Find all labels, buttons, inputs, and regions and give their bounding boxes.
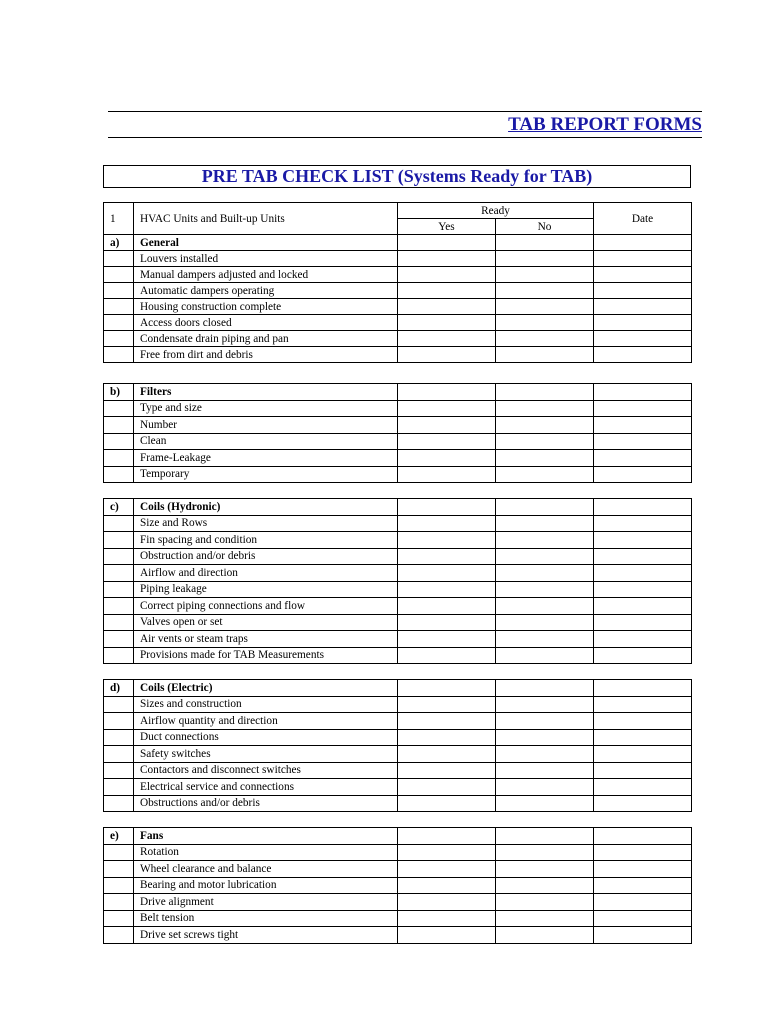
no-cell[interactable]	[496, 466, 594, 483]
yes-cell[interactable]	[398, 283, 496, 299]
no-cell[interactable]	[496, 614, 594, 631]
item-code-cell	[104, 450, 134, 467]
no-cell[interactable]	[496, 713, 594, 730]
date-column-header: Date	[594, 203, 692, 235]
no-cell[interactable]	[496, 384, 594, 401]
no-cell[interactable]	[496, 861, 594, 878]
item-code-cell	[104, 581, 134, 598]
checklist-heading: HVAC Units and Built-up Units	[134, 203, 398, 235]
yes-cell[interactable]	[398, 347, 496, 363]
checklist-item-row	[104, 910, 692, 927]
yes-cell[interactable]	[398, 828, 496, 845]
date-cell[interactable]	[594, 450, 692, 467]
checklist-item-row	[104, 565, 692, 582]
yes-cell[interactable]	[398, 384, 496, 401]
item-code-cell	[104, 299, 134, 315]
no-cell[interactable]	[496, 910, 594, 927]
date-cell[interactable]	[594, 729, 692, 746]
no-cell[interactable]	[496, 779, 594, 796]
no-cell[interactable]	[496, 828, 594, 845]
date-cell[interactable]	[594, 251, 692, 267]
yes-cell[interactable]	[398, 927, 496, 944]
no-cell[interactable]	[496, 267, 594, 283]
date-cell[interactable]	[594, 894, 692, 911]
no-cell[interactable]	[496, 283, 594, 299]
checklist-item-row	[104, 844, 692, 861]
no-cell[interactable]	[496, 499, 594, 516]
checklist-item-label: Free from dirt and debris	[134, 347, 398, 363]
yes-cell[interactable]	[398, 894, 496, 911]
yes-cell[interactable]	[398, 235, 496, 251]
checklist-item-row	[104, 861, 692, 878]
date-cell[interactable]	[594, 696, 692, 713]
date-cell[interactable]	[594, 581, 692, 598]
checklist-item-row	[104, 779, 692, 796]
no-cell[interactable]	[496, 894, 594, 911]
header-rule-bottom	[108, 137, 702, 138]
yes-cell[interactable]	[398, 581, 496, 598]
yes-cell[interactable]	[398, 400, 496, 417]
no-cell[interactable]	[496, 795, 594, 812]
checklist-item-row	[104, 299, 692, 315]
checklist-section-table-c	[103, 498, 692, 664]
date-cell[interactable]	[594, 331, 692, 347]
date-cell[interactable]	[594, 598, 692, 615]
checklist-item-row	[104, 647, 692, 664]
checklist-item-label: Fin spacing and condition	[134, 532, 398, 549]
yes-cell[interactable]	[398, 762, 496, 779]
checklist-item-label: Louvers installed	[134, 251, 398, 267]
yes-cell[interactable]	[398, 631, 496, 648]
date-cell[interactable]	[594, 347, 692, 363]
checklist-section-table-a	[103, 202, 692, 363]
item-code-cell	[104, 844, 134, 861]
yes-cell[interactable]	[398, 450, 496, 467]
yes-cell[interactable]	[398, 433, 496, 450]
item-code-cell	[104, 713, 134, 730]
checklist-item-label: Frame-Leakage	[134, 450, 398, 467]
yes-cell[interactable]	[398, 532, 496, 549]
section-code: d)	[104, 680, 134, 697]
section-title: Fans	[134, 828, 398, 845]
date-cell[interactable]	[594, 844, 692, 861]
section-header-row	[104, 499, 692, 516]
yes-cell[interactable]	[398, 331, 496, 347]
checklist-item-label: Airflow and direction	[134, 565, 398, 582]
no-cell[interactable]	[496, 315, 594, 331]
date-cell[interactable]	[594, 400, 692, 417]
section-code: c)	[104, 499, 134, 516]
section-header-row	[104, 828, 692, 845]
yes-cell[interactable]	[398, 713, 496, 730]
yes-cell[interactable]	[398, 877, 496, 894]
no-cell[interactable]	[496, 251, 594, 267]
checklist-item-label: Clean	[134, 433, 398, 450]
checklist-item-row	[104, 696, 692, 713]
no-cell[interactable]	[496, 400, 594, 417]
item-code-cell	[104, 598, 134, 615]
no-cell[interactable]	[496, 631, 594, 648]
checklist-item-label: Drive set screws tight	[134, 927, 398, 944]
date-cell[interactable]	[594, 565, 692, 582]
yes-cell[interactable]	[398, 299, 496, 315]
checklist-section-table-b	[103, 383, 692, 483]
yes-cell[interactable]	[398, 565, 496, 582]
section-title: General	[134, 235, 398, 251]
checklist-item-row	[104, 581, 692, 598]
yes-cell[interactable]	[398, 729, 496, 746]
date-cell[interactable]	[594, 235, 692, 251]
date-cell[interactable]	[594, 466, 692, 483]
no-cell[interactable]	[496, 844, 594, 861]
checklist-item-row	[104, 251, 692, 267]
no-cell[interactable]	[496, 235, 594, 251]
checklist-item-label: Number	[134, 417, 398, 434]
date-cell[interactable]	[594, 267, 692, 283]
item-code-cell	[104, 795, 134, 812]
checklist-item-label: Sizes and construction	[134, 696, 398, 713]
checklist-title: PRE TAB CHECK LIST (Systems Ready for TAB)	[103, 165, 691, 188]
no-cell[interactable]	[496, 877, 594, 894]
checklist-item-label: Manual dampers adjusted and locked	[134, 267, 398, 283]
no-cell[interactable]	[496, 331, 594, 347]
checklist-item-row	[104, 548, 692, 565]
checklist-item-label: Airflow quantity and direction	[134, 713, 398, 730]
checklist-item-row	[104, 347, 692, 363]
section-header-row	[104, 384, 692, 401]
date-cell[interactable]	[594, 877, 692, 894]
section-title: Filters	[134, 384, 398, 401]
no-cell[interactable]	[496, 347, 594, 363]
date-cell[interactable]	[594, 746, 692, 763]
item-code-cell	[104, 515, 134, 532]
yes-cell[interactable]	[398, 696, 496, 713]
no-column-header: No	[496, 219, 594, 235]
checklist-item-row	[104, 315, 692, 331]
no-cell[interactable]	[496, 762, 594, 779]
checklist-item-row	[104, 877, 692, 894]
section-code: a)	[104, 235, 134, 251]
no-cell[interactable]	[496, 647, 594, 664]
date-cell[interactable]	[594, 680, 692, 697]
no-cell[interactable]	[496, 565, 594, 582]
section-header-row	[104, 235, 692, 251]
item-code-cell	[104, 315, 134, 331]
checklist-section-table-d	[103, 679, 692, 812]
checklist-item-label: Contactors and disconnect switches	[134, 762, 398, 779]
yes-cell[interactable]	[398, 795, 496, 812]
item-code-cell	[104, 267, 134, 283]
yes-cell[interactable]	[398, 614, 496, 631]
date-cell[interactable]	[594, 417, 692, 434]
date-cell[interactable]	[594, 910, 692, 927]
section-code: e)	[104, 828, 134, 845]
date-cell[interactable]	[594, 614, 692, 631]
no-cell[interactable]	[496, 548, 594, 565]
yes-cell[interactable]	[398, 746, 496, 763]
checklist-item-row	[104, 417, 692, 434]
checklist-item-label: Electrical service and connections	[134, 779, 398, 796]
item-code-cell	[104, 910, 134, 927]
yes-cell[interactable]	[398, 267, 496, 283]
item-code-cell	[104, 894, 134, 911]
yes-cell[interactable]	[398, 515, 496, 532]
date-cell[interactable]	[594, 927, 692, 944]
date-cell[interactable]	[594, 631, 692, 648]
item-code-cell	[104, 696, 134, 713]
checklist-item-label: Duct connections	[134, 729, 398, 746]
checklist-item-row	[104, 532, 692, 549]
no-cell[interactable]	[496, 515, 594, 532]
date-cell[interactable]	[594, 647, 692, 664]
item-code-cell	[104, 400, 134, 417]
yes-cell[interactable]	[398, 598, 496, 615]
checklist-item-row	[104, 598, 692, 615]
item-code-cell	[104, 251, 134, 267]
checklist-item-row	[104, 795, 692, 812]
item-code-cell	[104, 347, 134, 363]
date-cell[interactable]	[594, 779, 692, 796]
no-cell[interactable]	[496, 680, 594, 697]
checklist-item-row	[104, 283, 692, 299]
checklist-item-label: Housing construction complete	[134, 299, 398, 315]
checklist-item-label: Size and Rows	[134, 515, 398, 532]
date-cell[interactable]	[594, 433, 692, 450]
date-cell[interactable]	[594, 499, 692, 516]
checklist-item-row	[104, 614, 692, 631]
item-code-cell	[104, 417, 134, 434]
yes-cell[interactable]	[398, 466, 496, 483]
item-code-cell	[104, 433, 134, 450]
yes-cell[interactable]	[398, 417, 496, 434]
column-header-row	[104, 203, 692, 219]
no-cell[interactable]	[496, 581, 594, 598]
item-code-cell	[104, 631, 134, 648]
checklist-item-row	[104, 433, 692, 450]
item-number: 1	[104, 203, 134, 235]
no-cell[interactable]	[496, 746, 594, 763]
date-cell[interactable]	[594, 762, 692, 779]
item-code-cell	[104, 779, 134, 796]
checklist-item-label: Piping leakage	[134, 581, 398, 598]
item-code-cell	[104, 331, 134, 347]
yes-cell[interactable]	[398, 647, 496, 664]
yes-cell[interactable]	[398, 861, 496, 878]
checklist-item-row	[104, 729, 692, 746]
checklist-item-row	[104, 466, 692, 483]
yes-cell[interactable]	[398, 499, 496, 516]
checklist-item-label: Access doors closed	[134, 315, 398, 331]
item-code-cell	[104, 729, 134, 746]
item-code-cell	[104, 548, 134, 565]
no-cell[interactable]	[496, 433, 594, 450]
checklist-item-label: Bearing and motor lubrication	[134, 877, 398, 894]
date-cell[interactable]	[594, 795, 692, 812]
item-code-cell	[104, 861, 134, 878]
yes-cell[interactable]	[398, 315, 496, 331]
date-cell[interactable]	[594, 515, 692, 532]
no-cell[interactable]	[496, 927, 594, 944]
item-code-cell	[104, 466, 134, 483]
checklist-item-row	[104, 746, 692, 763]
date-cell[interactable]	[594, 548, 692, 565]
item-code-cell	[104, 647, 134, 664]
no-cell[interactable]	[496, 532, 594, 549]
checklist-item-row	[104, 331, 692, 347]
checklist-item-label: Drive alignment	[134, 894, 398, 911]
checklist-item-label: Condensate drain piping and pan	[134, 331, 398, 347]
checklist-item-label: Automatic dampers operating	[134, 283, 398, 299]
no-cell[interactable]	[496, 696, 594, 713]
date-cell[interactable]	[594, 861, 692, 878]
checklist-item-row	[104, 762, 692, 779]
checklist-item-label: Obstruction and/or debris	[134, 548, 398, 565]
checklist-item-row	[104, 450, 692, 467]
yes-cell[interactable]	[398, 910, 496, 927]
item-code-cell	[104, 283, 134, 299]
checklist-item-label: Valves open or set	[134, 614, 398, 631]
checklist-item-label: Belt tension	[134, 910, 398, 927]
checklist-item-row	[104, 400, 692, 417]
item-code-cell	[104, 614, 134, 631]
header-rule-top	[108, 111, 702, 112]
page-header-title: TAB REPORT FORMS	[508, 114, 702, 135]
checklist-item-row	[104, 927, 692, 944]
ready-column-header: Ready	[398, 203, 594, 219]
yes-cell[interactable]	[398, 779, 496, 796]
no-cell[interactable]	[496, 729, 594, 746]
yes-cell[interactable]	[398, 844, 496, 861]
checklist-item-row	[104, 894, 692, 911]
item-code-cell	[104, 762, 134, 779]
checklist-item-row	[104, 631, 692, 648]
yes-cell[interactable]	[398, 251, 496, 267]
checklist-item-label: Safety switches	[134, 746, 398, 763]
checklist-item-label: Air vents or steam traps	[134, 631, 398, 648]
section-title: Coils (Electric)	[134, 680, 398, 697]
checklist-item-label: Obstructions and/or debris	[134, 795, 398, 812]
checklist-item-label: Type and size	[134, 400, 398, 417]
date-cell[interactable]	[594, 384, 692, 401]
no-cell[interactable]	[496, 450, 594, 467]
section-code: b)	[104, 384, 134, 401]
yes-cell[interactable]	[398, 680, 496, 697]
checklist-item-label: Correct piping connections and flow	[134, 598, 398, 615]
section-header-row	[104, 680, 692, 697]
item-code-cell	[104, 532, 134, 549]
no-cell[interactable]	[496, 417, 594, 434]
checklist-item-row	[104, 515, 692, 532]
no-cell[interactable]	[496, 299, 594, 315]
item-code-cell	[104, 877, 134, 894]
date-cell[interactable]	[594, 315, 692, 331]
yes-cell[interactable]	[398, 548, 496, 565]
checklist-item-row	[104, 267, 692, 283]
date-cell[interactable]	[594, 283, 692, 299]
checklist-item-label: Wheel clearance and balance	[134, 861, 398, 878]
date-cell[interactable]	[594, 713, 692, 730]
date-cell[interactable]	[594, 299, 692, 315]
item-code-cell	[104, 565, 134, 582]
checklist-item-label: Rotation	[134, 844, 398, 861]
yes-column-header: Yes	[398, 219, 496, 235]
checklist-item-label: Provisions made for TAB Measurements	[134, 647, 398, 664]
item-code-cell	[104, 927, 134, 944]
date-cell[interactable]	[594, 828, 692, 845]
date-cell[interactable]	[594, 532, 692, 549]
no-cell[interactable]	[496, 598, 594, 615]
item-code-cell	[104, 746, 134, 763]
checklist-item-label: Temporary	[134, 466, 398, 483]
checklist-section-table-e	[103, 827, 692, 944]
checklist-item-row	[104, 713, 692, 730]
section-title: Coils (Hydronic)	[134, 499, 398, 516]
